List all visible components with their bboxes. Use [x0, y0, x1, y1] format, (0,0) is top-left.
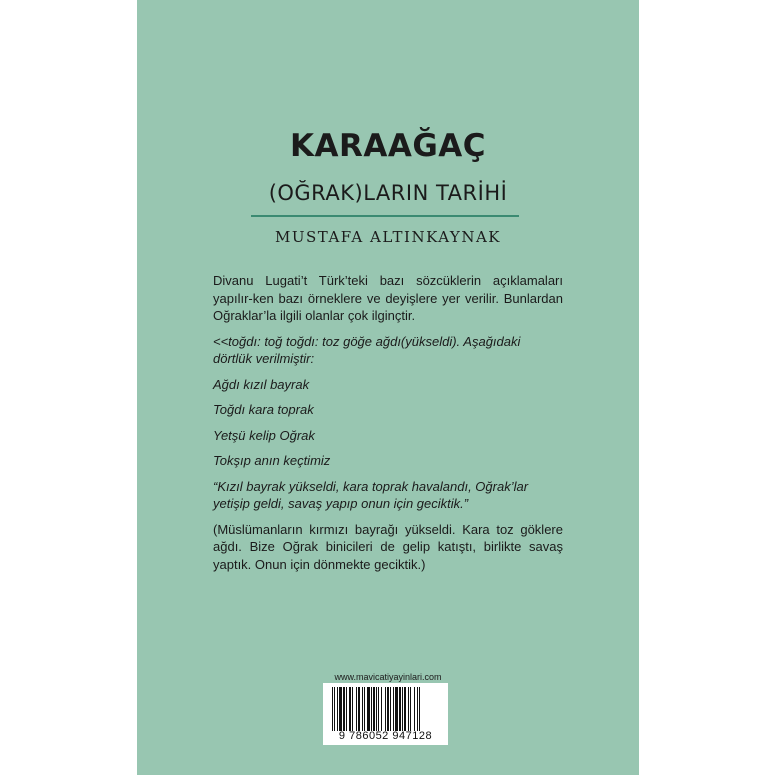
barcode-bar [332, 687, 333, 731]
barcode-bar [381, 687, 382, 731]
barcode-bar [393, 687, 394, 731]
barcode-bar [419, 687, 420, 731]
isbn-number: 9 786052 947128 [338, 730, 433, 742]
barcode-bar [385, 687, 386, 731]
barcode-bar [376, 687, 377, 731]
blurb-quote: “Kızıl bayrak yükseldi, kara toprak havalandı, Oğrak’lar yetişip geldi, savaş yapıp onun için geciktik.” [213, 478, 529, 511]
verse-line: Tokşıp anın keçtimiz [213, 453, 331, 468]
barcode-bar [373, 687, 375, 731]
book-subtitle: (OĞRAK)LARIN TARİHİ [268, 181, 508, 205]
barcode-bar [378, 687, 379, 731]
barcode-bar [362, 687, 363, 731]
barcode-bar [414, 687, 415, 731]
barcode-bar [404, 687, 406, 731]
barcode-bar [410, 687, 411, 731]
barcode-bar [390, 687, 391, 731]
barcode-bar [346, 687, 347, 731]
barcode-bar [417, 687, 418, 731]
barcode-bar [356, 687, 357, 731]
blurb-paragraph: Divanu Lugati’t Türk’teki bazı sözcüklerin açıklamaları yapılır-ken bazı örneklere ve deyişlere yer verilir. Bunlardan Oğraklar’la ilgili olanlar çok ilginçtir. [213, 273, 563, 323]
barcode-bar [395, 687, 398, 731]
barcode-bar [337, 687, 338, 731]
barcode-bar [371, 687, 372, 731]
barcode-bar [399, 687, 401, 731]
barcode-bar [358, 687, 360, 731]
blurb-paragraph: <<toğdı: toğ toğdı: toz göğe ağdı(yükseldi). Aşağıdaki dörtlük verilmiştir: [213, 333, 521, 366]
barcode-bar [343, 687, 345, 731]
blurb-text [213, 272, 563, 581]
barcode-bar [408, 687, 409, 731]
author-name: MUSTAFA ALTINKAYNAK [274, 228, 501, 246]
book-title: KARAAĞAÇ [289, 128, 487, 164]
blurb-paragraph: (Müslümanların kırmızı bayrağı yükseldi. Kara toz göklere ağdı. Bize Oğrak binicileri de gelip katıştı, birlikte savaş yaptık. Onun için dönmekte geciktik.) [213, 521, 563, 572]
barcode-bar [402, 687, 403, 731]
title-divider [251, 215, 519, 217]
barcode-bar [387, 687, 389, 731]
verse-line: Yetşü kelip Oğrak [213, 427, 315, 443]
barcode-bar [367, 687, 370, 731]
barcode-bar [364, 687, 365, 731]
verse-line: Ağdı kızıl bayrak [213, 376, 310, 392]
verse-line: Toğdı kara toprak [213, 402, 314, 417]
barcode-bar [334, 687, 335, 731]
barcode-bar [339, 687, 342, 731]
barcode-bar [352, 687, 353, 731]
isbn-barcode [323, 683, 448, 745]
back-cover [137, 0, 639, 775]
publisher-website: www.mavicatiyayinlari.com [334, 672, 442, 682]
barcode-bars [332, 687, 440, 731]
barcode-bar [349, 687, 351, 731]
